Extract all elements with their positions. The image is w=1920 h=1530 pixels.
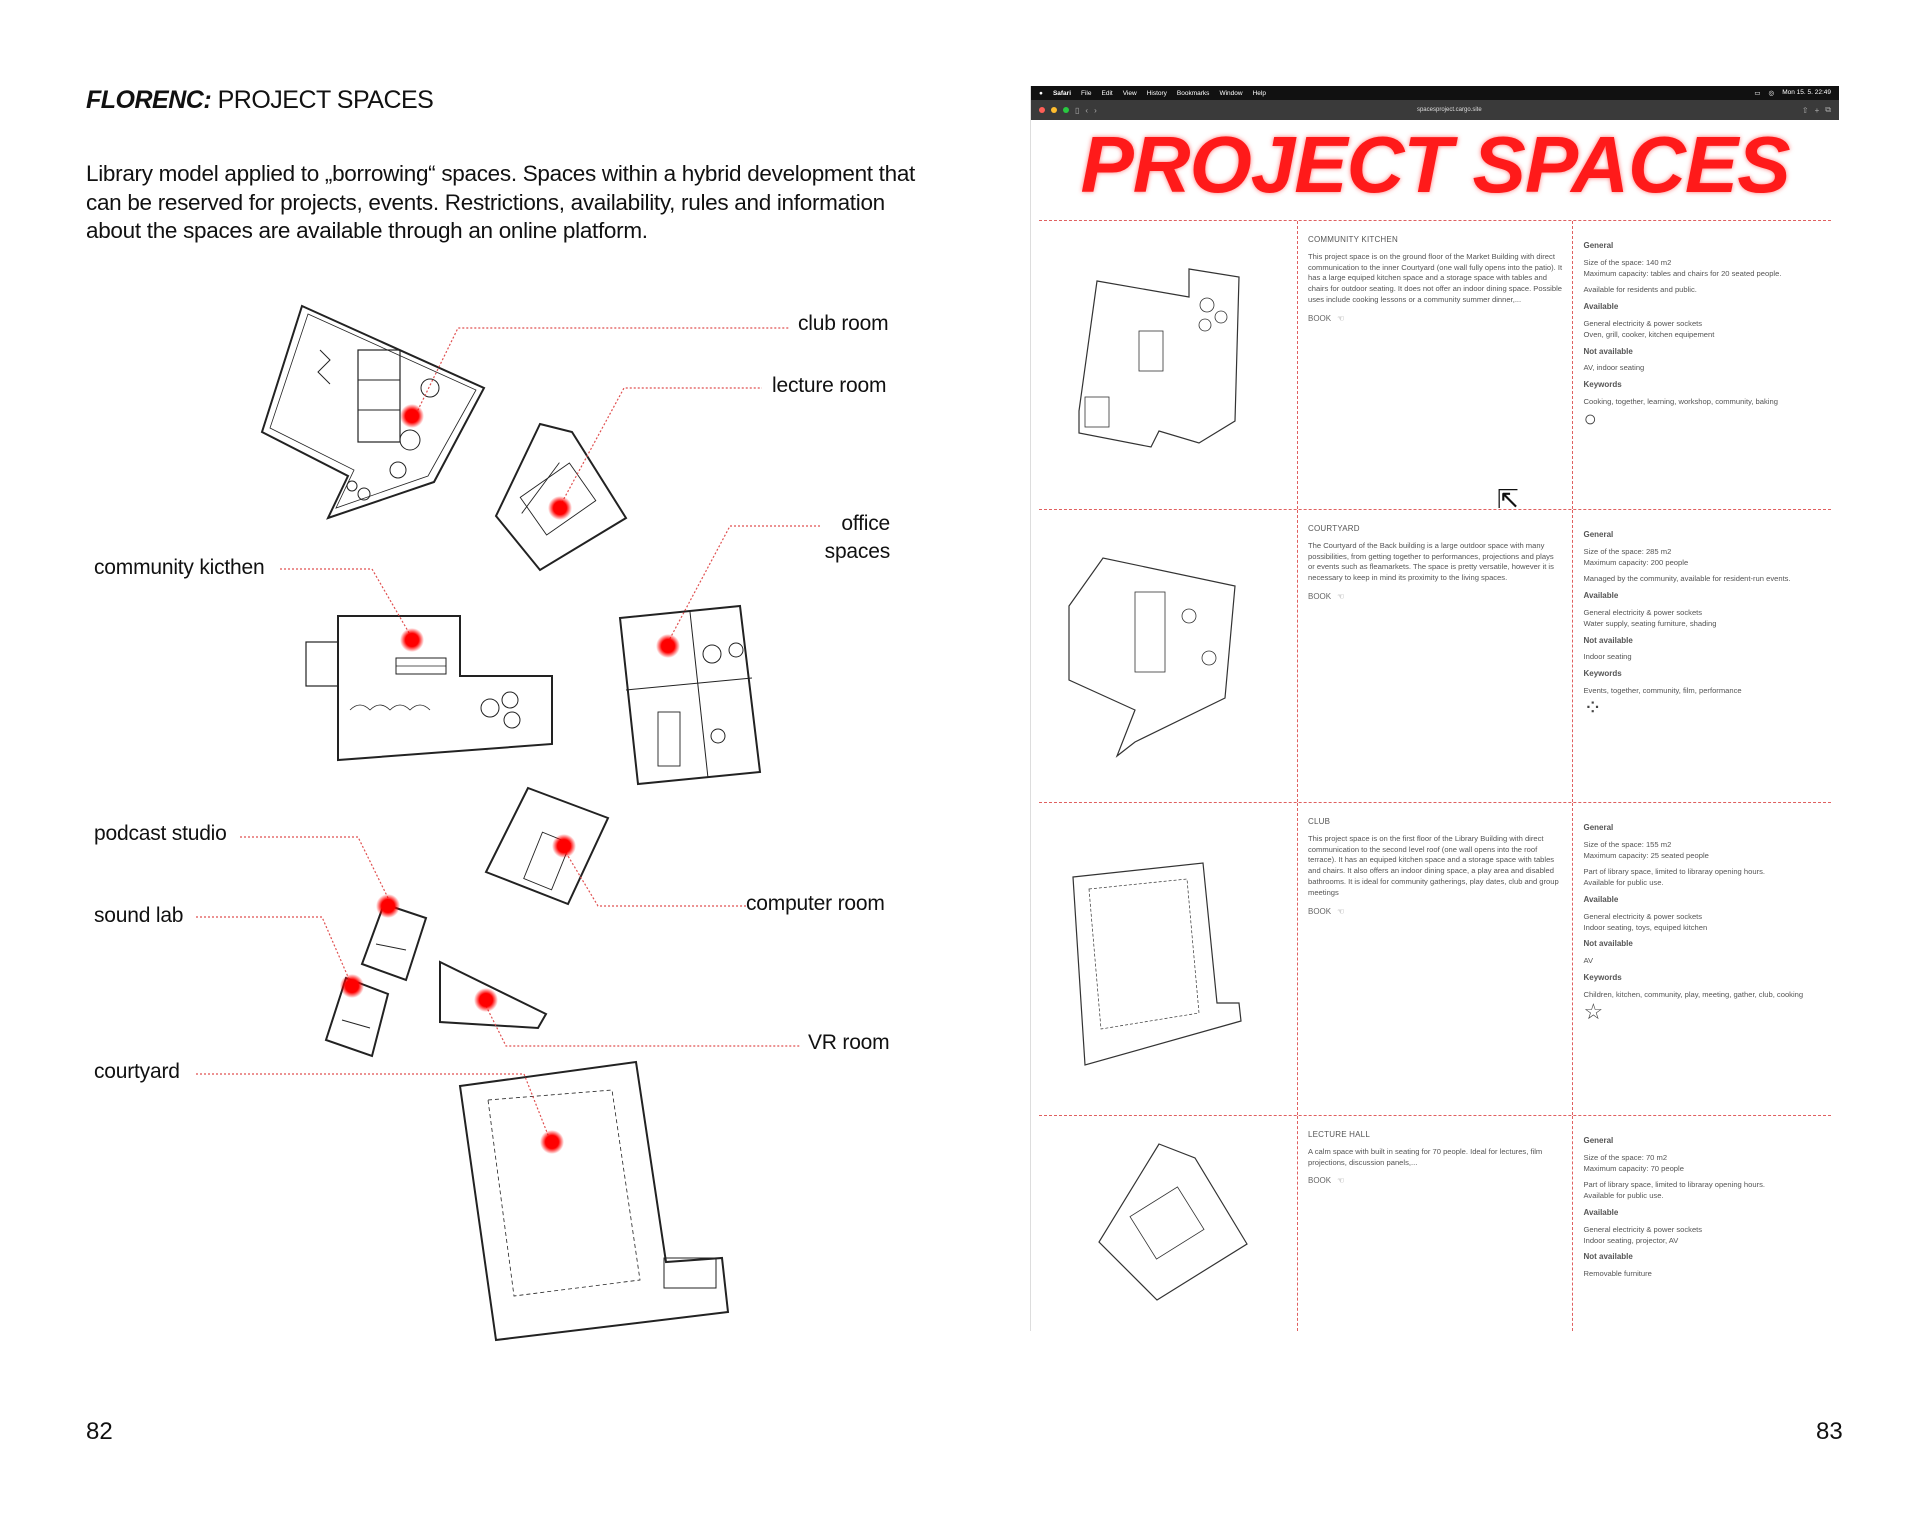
label-office-line1: office (841, 512, 890, 535)
space-plan-image (1039, 510, 1298, 802)
leader-club-room (416, 328, 790, 414)
info-line: AV (1583, 956, 1594, 966)
clock[interactable]: Mon 15. 5. 22:49 (1782, 89, 1831, 96)
info-line: General electricity & power sockets (1583, 911, 1703, 921)
site-title: PROJECT SPACES (1080, 120, 1790, 209)
mouse-cursor-icon: ⇱ (1497, 484, 1519, 514)
plan-office-spaces (620, 606, 760, 784)
available-heading: Available (1583, 1207, 1619, 1217)
menu-safari[interactable]: Safari (1052, 89, 1072, 97)
marker-courtyard (540, 1130, 564, 1154)
lecture-hall-plan-outline (1099, 1144, 1247, 1300)
space-description-text: The Courtyard of the Back building is a large outdoor space with many possibilities, from getting together to performances, projections and plays or events such as fleamarkets. The space is pretty versatile, however it is necessary to keep in mind its proximity to the living spaces. (1308, 540, 1554, 583)
available-heading: Available (1583, 894, 1619, 904)
marker-vr-room (474, 988, 498, 1012)
info-line: Oven, grill, cooker, kitchen equipement (1583, 329, 1715, 339)
star-icon: ☆ (1583, 998, 1604, 1024)
info-line: Available for residents and public. (1583, 285, 1697, 295)
info-line: AV, indoor seating (1583, 363, 1645, 373)
menu-help[interactable]: Help (1252, 89, 1266, 97)
plan-club-room (262, 306, 484, 518)
mac-menubar (1031, 86, 1839, 100)
circle-icon: ○ (1583, 405, 1597, 431)
close-window-button[interactable] (1039, 107, 1045, 113)
leader-computer-room (562, 846, 746, 906)
info-line: Size of the space: 70 m2 (1583, 1152, 1668, 1162)
marker-office-spaces (656, 634, 680, 658)
floor-plans-diagram (0, 0, 960, 1400)
space-description (1298, 510, 1573, 802)
leader-podcast-studio (240, 837, 392, 906)
info-line: Indoor seating, projector, AV (1583, 1235, 1679, 1245)
zoom-window-button[interactable] (1063, 107, 1069, 113)
info-line: Indoor seating (1583, 652, 1632, 662)
page-number-left: 82 (86, 1418, 113, 1445)
info-line: Available for public use. (1583, 1191, 1664, 1201)
intro-paragraph: Library model applied to „borrowing“ spaces. Spaces within a hybrid development that can be reserved for projects, events. Restrictions, availability, rules and information about the spaces are available through an online platform. (86, 161, 916, 243)
keywords-heading: Keywords (1583, 380, 1622, 390)
label-community-kitchen: community kicthen (94, 556, 265, 579)
info-line: Removable furniture (1583, 1269, 1652, 1279)
marker-computer-room (552, 834, 576, 858)
menu-window[interactable]: Window (1219, 89, 1243, 97)
info-line: General electricity & power sockets (1583, 607, 1703, 617)
site-title-wrap (1031, 120, 1839, 210)
general-heading: General (1583, 530, 1614, 539)
label-vr-room: VR room (808, 1031, 890, 1054)
space-name: CLUB (1308, 817, 1331, 826)
info-line: Size of the space: 140 m2 (1583, 257, 1672, 267)
space-info (1573, 803, 1831, 1115)
info-line: General electricity & power sockets (1583, 318, 1703, 328)
info-line: Maximum capacity: tables and chairs for 20 seated people. (1583, 268, 1782, 278)
not-available-heading: Not available (1583, 1252, 1633, 1262)
info-line: Available for public use. (1583, 878, 1664, 888)
available-heading: Available (1583, 302, 1619, 312)
courtyard-plan-outline (1069, 558, 1235, 756)
browser-screenshot (1030, 86, 1839, 1331)
label-lecture-room: lecture room (772, 374, 887, 397)
space-description-text: This project space is on the ground floor of the Market Building with direct communication to the inner Courtyard (one wall fully opens into the patio). It has a large equiped kitchen space and a storage space with tables and chairs for outdoor seating. It does not offer an indoor dining space. Possible uses include cooking lessons or a community summer dinner,... (1308, 251, 1563, 304)
space-info (1573, 221, 1831, 509)
tabs-overview-icon[interactable]: ⧉ (1825, 105, 1831, 114)
club-plan-outline (1073, 863, 1241, 1065)
space-info (1573, 1116, 1831, 1331)
marker-club-room (400, 404, 424, 428)
keywords-text: Cooking, together, learning, workshop, community, baking (1583, 396, 1778, 406)
sidebar-icon[interactable]: ▯ (1075, 105, 1080, 115)
info-line: Managed by the community, available for resident-run events. (1583, 574, 1791, 584)
not-available-heading: Not available (1583, 346, 1633, 356)
general-heading: General (1583, 1136, 1614, 1145)
leader-vr-room (486, 1006, 800, 1046)
space-row (1039, 1115, 1831, 1331)
book-button[interactable]: BOOK ☜ (1308, 591, 1345, 601)
leader-courtyard (196, 1074, 550, 1140)
leader-community-kitchen (280, 569, 412, 638)
kitchen-plan-outline (1079, 269, 1239, 447)
space-plan-image (1039, 803, 1298, 1115)
keywords-text: Children, kitchen, community, play, meeting, gather, club, cooking (1583, 989, 1804, 999)
plan-community-kitchen (306, 616, 552, 760)
label-courtyard: courtyard (94, 1060, 180, 1083)
space-name: COMMUNITY KITCHEN (1308, 235, 1398, 244)
pointing-hand-icon: ☜ (1337, 591, 1345, 601)
not-available-heading: Not available (1583, 635, 1633, 645)
space-description (1298, 803, 1573, 1115)
keywords-text: Events, together, community, film, performance (1583, 685, 1742, 695)
space-row (1039, 509, 1831, 802)
marker-community-kitchen (400, 628, 424, 652)
leader-sound-lab (196, 917, 352, 986)
space-description-text: A calm space with built in seating for 70 people. Ideal for lectures, film projections, discussion panels,... (1308, 1146, 1543, 1167)
info-line: Size of the space: 285 m2 (1583, 546, 1672, 556)
space-description-text: This project space is on the first floor of the Library Building with direct communication to the second level roof (one wall opens into the roof terrace). It has an equiped kitchen space and a storage space with tables and chairs. It also offers an indoor dining space, a play area and disabled bathrooms. It is ideal for community gatherings, play dates, club and group meetings (1308, 833, 1559, 897)
back-icon[interactable]: ‹ (1085, 105, 1089, 115)
info-line: Part of library space, limited to libraray opening hours. (1583, 867, 1765, 877)
menu-view[interactable]: View (1122, 89, 1137, 97)
space-description (1298, 1116, 1573, 1331)
general-heading: General (1583, 241, 1614, 250)
share-icon[interactable]: ⇧ (1801, 105, 1809, 115)
not-available-heading: Not available (1583, 939, 1633, 949)
book-button[interactable]: BOOK ☜ (1308, 906, 1345, 916)
info-line: Maximum capacity: 25 seated people (1583, 850, 1709, 860)
menu-edit[interactable]: Edit (1101, 89, 1113, 97)
label-sound-lab: sound lab (94, 904, 184, 927)
info-line: Maximum capacity: 70 people (1583, 1163, 1684, 1173)
menu-file[interactable]: File (1081, 89, 1092, 97)
marker-sound-lab (340, 974, 364, 998)
apple-icon[interactable]: ● (1039, 89, 1043, 97)
label-podcast-studio: podcast studio (94, 822, 227, 845)
forward-icon[interactable]: › (1094, 105, 1097, 115)
label-office-line2: spaces (824, 540, 890, 563)
book-button[interactable]: BOOK ☜ (1308, 1176, 1345, 1186)
plan-computer-room (486, 788, 608, 904)
info-line: Maximum capacity: 200 people (1583, 557, 1689, 567)
battery-icon[interactable]: ▭ (1754, 90, 1761, 97)
plan-courtyard (460, 1062, 728, 1340)
keywords-heading: Keywords (1583, 669, 1622, 679)
label-computer-room: computer room (746, 892, 885, 915)
space-plan-image (1039, 1116, 1298, 1331)
dots-icon: ⁘ (1583, 694, 1602, 720)
general-heading: General (1583, 823, 1614, 832)
page-heading: FLORENC: PROJECT SPACES (86, 86, 434, 114)
space-plan-image (1039, 221, 1298, 509)
space-row (1039, 802, 1831, 1115)
browser-toolbar (1031, 100, 1839, 120)
available-heading: Available (1583, 591, 1619, 601)
info-line: Indoor seating, toys, equiped kitchen (1583, 922, 1708, 932)
space-info (1573, 510, 1831, 802)
keywords-heading: Keywords (1583, 972, 1622, 982)
pointing-hand-icon: ☜ (1337, 1176, 1345, 1186)
page-number-right: 83 (1816, 1418, 1843, 1445)
menu-bookmarks[interactable]: Bookmarks (1176, 89, 1210, 97)
wifi-icon[interactable]: ◎ (1768, 90, 1775, 97)
new-tab-icon[interactable]: + (1814, 105, 1820, 115)
info-line: General electricity & power sockets (1583, 1224, 1703, 1234)
space-row (1039, 220, 1831, 509)
label-club-room: club room (798, 312, 889, 335)
menu-history[interactable]: History (1146, 89, 1167, 97)
info-line: Water supply, seating furniture, shading (1583, 618, 1717, 628)
space-name: LECTURE HALL (1308, 1130, 1370, 1139)
address-bar[interactable]: spacesproject.cargo.site (1416, 107, 1482, 113)
spaces-list (1039, 220, 1831, 1331)
leader-lecture-room (560, 388, 762, 506)
info-line: Size of the space: 155 m2 (1583, 839, 1672, 849)
space-description (1298, 221, 1573, 509)
marker-lecture-room (548, 496, 572, 520)
marker-podcast-studio (376, 894, 400, 918)
space-name: COURTYARD (1308, 524, 1360, 533)
book-button[interactable]: BOOK ☜ (1308, 313, 1345, 323)
info-line: Part of library space, limited to libraray opening hours. (1583, 1180, 1765, 1190)
pointing-hand-icon: ☜ (1337, 313, 1345, 323)
minimize-window-button[interactable] (1051, 107, 1057, 113)
pointing-hand-icon: ☜ (1337, 906, 1345, 916)
